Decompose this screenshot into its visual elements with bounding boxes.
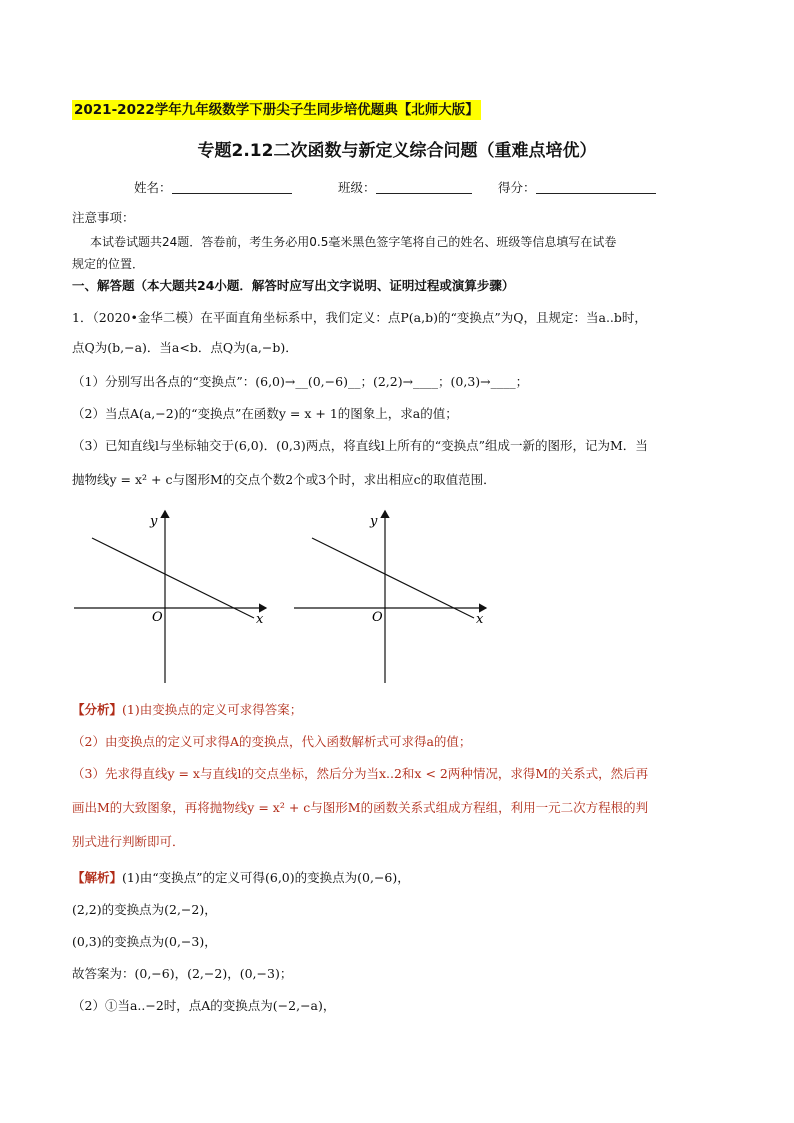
name-blank [172,181,292,194]
class-blank [376,181,472,194]
notice-heading: 注意事项： [72,210,135,225]
solution-line-5: （2）①当a..−2时，点A的变换点为(−2,−a)， [72,998,336,1013]
name-label: 姓名： [134,180,172,195]
solution-line-2: (2,2)的变换点为(2,−2)， [72,902,217,917]
line-l [92,538,254,618]
name-field [134,178,292,196]
y-axis-label: y [150,514,158,529]
class-field [338,178,472,196]
x-axis-label: x [256,612,264,627]
y-axis-label: y [370,514,378,529]
analysis-line-1 [72,702,302,718]
x-axis-label: x [476,612,484,627]
solution-tag: 【解析】 [72,870,123,885]
class-label: 班级： [338,180,376,195]
page-title: 专题2.12二次函数与新定义综合问题（重难点培优） [197,141,597,161]
score-blank [536,181,656,194]
solution-line-4: 故答案为：(0,−6)，(2,−2)，(0,−3)； [72,966,293,981]
analysis-tag: 【分析】 [72,702,123,717]
notice-line-1: 本试卷试题共24题．答卷前，考生务必用0.5毫米黑色签字笔将自己的姓名、班级等信息填写在试卷 [90,235,617,249]
section-heading: 一、解答题（本大题共24小题．解答时应写出文字说明、证明过程或演算步骤） [72,278,515,293]
analysis-line-5: 别式进行判断即可． [72,834,185,849]
line-l [312,538,474,618]
coordinate-graphs [70,505,510,685]
graph-right [294,511,486,683]
problem-q2: （2）当点A(a,−2)的“变换点”在函数y = x + 1的图象上，求a的值； [72,406,458,421]
problem-q3-line-2: 抛物线y = x² + c与图形M的交点个数2个或3个时，求出相应c的取值范围． [72,472,496,487]
notice-line-2: 规定的位置． [72,257,145,271]
problem-q1: （1）分别写出各点的“变换点”：(6,0)→__(0,−6)__；(2,2)→____；(0,3)→____； [72,374,529,389]
graph-left [74,511,266,683]
score-label: 得分： [498,180,536,195]
origin-label: O [372,610,383,625]
series-banner: 2021-2022学年九年级数学下册尖子生同步培优题典【北师大版】 [74,102,479,118]
problem-intro-1: 1．（2020•金华二模）在平面直角坐标系中，我们定义：点P(a,b)的“变换点”为Q，且规定：当a..b时， [72,310,647,325]
solution-text-1: (1)由“变换点”的定义可得(6,0)的变换点为(0,−6)， [122,870,410,885]
origin-label: O [152,610,163,625]
problem-intro-2: 点Q为(b,−a)．当a<b．点Q为(a,−b)． [72,340,298,355]
analysis-line-2: （2）由变换点的定义可求得A的变换点，代入函数解析式可求得a的值； [72,734,472,749]
problem-q3-line-1: （3）已知直线l与坐标轴交于(6,0)．(0,3)两点，将直线l上所有的“变换点”组成一新的图形，记为M．当 [72,438,648,453]
solution-line-1 [72,870,410,886]
analysis-line-4: 画出M的大致图象，再将抛物线y = x² + c与图形M的函数关系式组成方程组，利用一元二次方程根的判 [72,800,649,815]
solution-line-3: (0,3)的变换点为(0,−3)， [72,934,217,949]
analysis-line-3: （3）先求得直线y = x与直线l的交点坐标，然后分为当x..2和x < 2两种情况，求得M的关系式，然后再 [72,766,649,781]
score-field [498,178,656,196]
analysis-text-1: (1)由变换点的定义可求得答案； [122,702,303,717]
